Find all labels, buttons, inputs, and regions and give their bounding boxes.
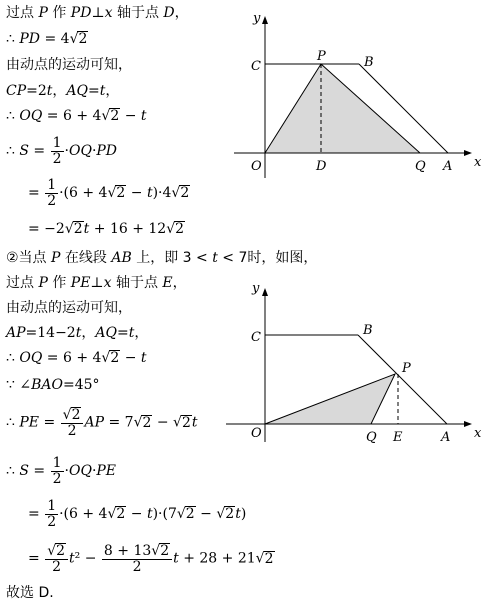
text: ·(6 + 4 [59, 506, 108, 523]
text: − [126, 506, 147, 523]
fraction [45, 543, 68, 574]
sqrt-sign: √ [216, 506, 226, 523]
var-AP: AP [6, 325, 26, 341]
text: 作 [47, 5, 71, 21]
text: − [126, 185, 147, 202]
var-AB: AB [111, 250, 132, 266]
text: )·4 [152, 185, 172, 202]
var-BAO: BAO [31, 377, 63, 393]
text: − [120, 350, 141, 366]
sqrt-arg: 2 [78, 31, 88, 47]
therefore: ∴ [6, 31, 20, 47]
perp-symbol: ⊥ [91, 5, 105, 21]
text: ， [172, 275, 187, 291]
shaded-triangle-OPQ [265, 64, 420, 153]
fraction [51, 136, 64, 166]
fraction [61, 407, 84, 438]
denominator: 2 [52, 150, 62, 167]
sqrt-sign: √ [173, 414, 182, 431]
perp-symbol: ⊥ [90, 275, 104, 291]
text: ² − [74, 550, 101, 567]
text: 轴于点 [112, 5, 164, 21]
x-axis-arrow [464, 421, 472, 427]
text: 作 [47, 275, 71, 291]
label-C: C [251, 330, 261, 345]
var-PD: PD [70, 5, 92, 21]
text: ， [134, 325, 149, 341]
label-y: y [252, 281, 260, 296]
denominator: 2 [47, 513, 57, 530]
var-t: t [46, 83, 53, 99]
fraction [45, 178, 58, 208]
text: =2 [26, 83, 47, 99]
text: = [28, 463, 50, 480]
text: 过点 [6, 275, 39, 291]
text: · [64, 463, 69, 480]
text-line-5 [6, 108, 147, 124]
label-D: D [316, 159, 327, 174]
var-t: t [173, 550, 179, 567]
var-OQ: OQ [68, 143, 92, 160]
var-t: t [128, 325, 135, 341]
text-line-7 [28, 178, 190, 208]
text: 在线段 [60, 250, 112, 266]
text-line-16 [6, 456, 116, 486]
denominator: 2 [102, 559, 172, 575]
sqrt-arg: 2 [56, 543, 66, 559]
sqrt-sign: √ [107, 506, 117, 523]
label-A: A [443, 159, 453, 174]
text: = [116, 325, 129, 341]
var-PD: PD [19, 31, 41, 47]
text: = [28, 506, 45, 523]
figure-1 [230, 8, 486, 184]
sqrt-sign: √ [101, 108, 111, 124]
var-t: t [212, 250, 218, 266]
var-E: E [162, 275, 173, 291]
label-B: B [363, 323, 373, 338]
numerator: √2 [62, 407, 81, 423]
sqrt-arg: 2 [185, 506, 195, 523]
therefore: ∴ [6, 350, 20, 366]
text: = 6 + 4 [42, 108, 102, 124]
text-line-13 [6, 350, 147, 366]
numerator: 1 [52, 135, 62, 151]
therefore: ∴ [6, 414, 20, 431]
var-PE: PE [19, 414, 39, 431]
x-axis-arrow [464, 150, 472, 156]
text: )·(7 [152, 506, 177, 523]
label-Q: Q [366, 430, 377, 444]
y-axis-arrow [262, 288, 268, 296]
label-A: A [441, 430, 451, 444]
denominator: 2 [47, 192, 57, 209]
sqrt-sign: √ [255, 550, 265, 567]
fraction [102, 543, 172, 574]
var-t: t [69, 550, 75, 567]
text: · [91, 143, 97, 160]
numerator: 1 [47, 498, 57, 514]
text: − [120, 108, 141, 124]
var-S: S [19, 463, 29, 480]
label-P: P [317, 49, 326, 64]
var-AQ: AQ [66, 83, 89, 99]
denominator: 2 [52, 470, 62, 487]
var-t: t [75, 325, 82, 341]
text: + 16 + 12 [89, 221, 167, 237]
var-OQ: OQ [68, 463, 92, 480]
therefore: ∴ [6, 108, 20, 124]
var-P: P [51, 250, 61, 266]
label-B: B [364, 55, 374, 70]
text: − [152, 414, 174, 431]
text: = [28, 185, 45, 202]
sqrt-sign: √ [107, 185, 117, 202]
text-line-3: 由动点的运动可知， [6, 57, 132, 73]
text-line-14 [6, 378, 100, 392]
sqrt-sign: √ [64, 221, 74, 237]
conclusion: 故选 D. [6, 585, 54, 601]
text: =14−2 [25, 325, 76, 341]
sqrt-sign: √ [133, 414, 143, 431]
because: ∵ ∠ [6, 377, 32, 393]
var-S: S [19, 143, 29, 160]
text: − [195, 506, 217, 523]
var-P: P [38, 275, 48, 291]
text-line-11: 由动点的运动可知， [6, 300, 132, 316]
var-P: P [38, 5, 48, 21]
sqrt-arg: 2 [110, 350, 120, 366]
text: < 7时，如图， [217, 250, 318, 266]
text: 过点 [6, 5, 39, 21]
sqrt-arg: 2 [73, 221, 83, 237]
var-t: t [235, 506, 241, 523]
text-line-9 [6, 251, 317, 265]
var-PE: PE [70, 275, 91, 291]
label-O: O [251, 159, 262, 174]
text: + 28 + 21 [178, 550, 256, 567]
var-x: x [103, 275, 112, 291]
numerator: √2 [47, 543, 66, 559]
text: = 6 + 4 [42, 350, 102, 366]
sqrt-arg: 2 [264, 550, 274, 567]
sqrt-sign: √ [176, 506, 186, 523]
sqrt-arg: 2 [116, 506, 126, 523]
fraction [51, 456, 64, 486]
text-line-4 [6, 84, 119, 98]
label-E: E [393, 430, 403, 444]
sqrt-sign: √ [69, 31, 79, 47]
sqrt-arg: 2 [181, 414, 191, 431]
text-line-10 [6, 276, 187, 290]
label-O: O [251, 426, 262, 441]
text: ， [52, 83, 67, 99]
var-OQ: OQ [19, 350, 43, 366]
var-PD: PD [96, 143, 118, 160]
therefore: ∴ [6, 143, 20, 160]
label-C: C [251, 59, 261, 74]
var-t: t [146, 185, 153, 202]
var-CP: CP [6, 83, 27, 99]
text-line-19 [6, 586, 54, 600]
text-line-8 [28, 221, 185, 237]
text: · [91, 463, 97, 480]
text: ， [174, 5, 189, 21]
text-line-1 [6, 6, 189, 20]
text-line-18 [28, 543, 275, 574]
var-t: t [140, 108, 147, 124]
text: ②当点 [6, 250, 52, 266]
label-P: P [402, 361, 411, 376]
label-x: x [474, 155, 482, 170]
sqrt-arg: 2 [175, 221, 185, 237]
text: = [28, 550, 45, 567]
sqrt-sign: √ [166, 221, 176, 237]
text: 轴于点 [111, 275, 163, 291]
sqrt-sign: √ [171, 185, 181, 202]
figure-2 [220, 278, 486, 444]
y-axis-arrow [262, 16, 268, 24]
var-PE: PE [96, 463, 117, 480]
numerator: 8 + 13√2 [103, 543, 170, 559]
text: = [39, 414, 60, 431]
sqrt-sign: √ [101, 350, 111, 366]
text: =45° [62, 377, 100, 393]
fraction [45, 499, 58, 529]
text: = −2 [28, 221, 65, 237]
sqrt-arg: 2 [180, 185, 190, 202]
var-t: t [191, 414, 198, 431]
text: = 7 [104, 414, 134, 431]
var-t: t [140, 350, 147, 366]
var-AQ: AQ [95, 325, 117, 341]
sqrt-arg: 2 [116, 185, 126, 202]
text-line-12 [6, 326, 148, 340]
text: 8 + 13 [103, 543, 152, 559]
shaded-triangle-OPQ [265, 374, 395, 424]
denominator: 2 [61, 423, 84, 439]
text-line-2 [6, 31, 88, 47]
text-line-6 [6, 136, 117, 166]
var-OQ: OQ [19, 108, 43, 124]
var-t: t [146, 506, 153, 523]
var-AP: AP [84, 414, 105, 431]
sqrt-arg: 2 [142, 414, 152, 431]
label-x: x [474, 426, 482, 441]
var-D: D [163, 5, 175, 21]
var-t: t [83, 221, 90, 237]
text-line-17 [28, 499, 246, 529]
denominator: 2 [45, 559, 68, 575]
text-line-15 [6, 407, 198, 438]
text: · [64, 143, 69, 160]
sqrt-arg: 2 [160, 543, 170, 559]
text: 上，即 3 < [131, 250, 213, 266]
therefore: ∴ [6, 463, 20, 480]
var-x: x [104, 5, 113, 21]
text: ， [81, 325, 96, 341]
sqrt-arg: 2 [110, 108, 120, 124]
label-y: y [253, 11, 261, 26]
label-Q: Q [415, 159, 426, 174]
text: = 4 [40, 31, 70, 47]
text: = [88, 83, 100, 99]
text: = [28, 143, 50, 160]
sqrt-arg: 2 [71, 407, 81, 423]
numerator: 1 [52, 455, 62, 471]
numerator: 1 [47, 177, 57, 193]
var-t: t [99, 83, 106, 99]
text: ， [105, 83, 120, 99]
text: ·(6 + 4 [59, 185, 108, 202]
text: ) [240, 506, 247, 523]
sqrt-arg: 2 [225, 506, 235, 523]
